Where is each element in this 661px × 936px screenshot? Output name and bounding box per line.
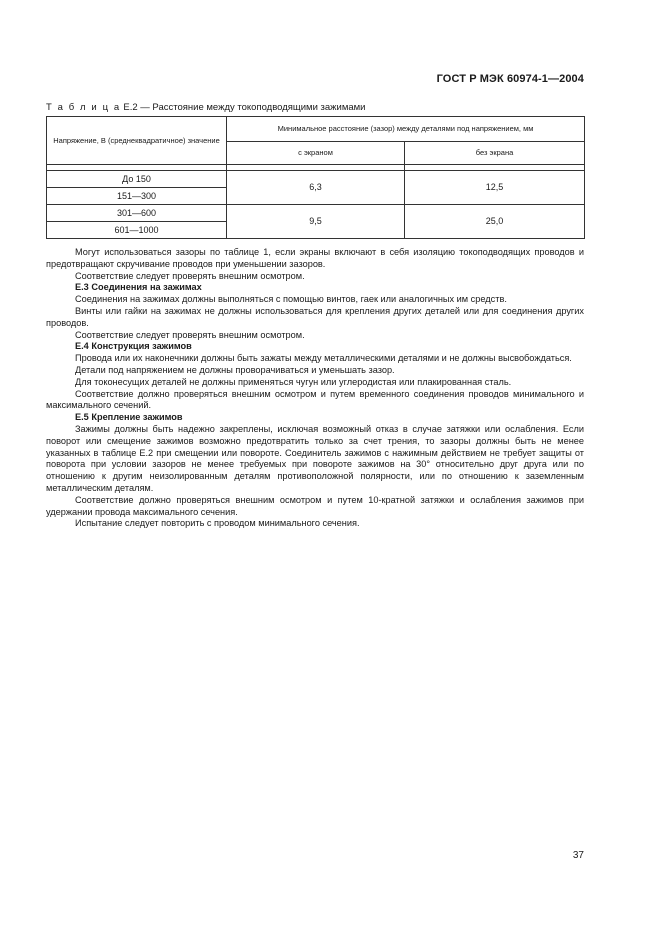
table-caption-title: — Расстояние между токоподводящими зажимами (140, 102, 366, 113)
section-heading: Е.4 Конструкция зажимов (75, 341, 192, 352)
paragraph: Могут использоваться зазоры по таблице 1, если экраны включают в себя изоляцию токоподводящих проводов и предотвращают скручивание проводов при уменьшении зазоров. (46, 247, 584, 269)
paragraph: Соединения на зажимах должны выполняться с помощью винтов, гаек или аналогичных им средств. (75, 294, 507, 305)
section-heading: Е.3 Соединения на зажимах (75, 282, 202, 293)
header-with-screen: с экраном (227, 142, 405, 165)
table-caption-prefix: Т а б л и ц а (46, 102, 121, 113)
cell-without-screen: 12,5 (405, 171, 585, 205)
document-standard-id: ГОСТ Р МЭК 60974-1—2004 (436, 73, 584, 85)
body-text (46, 247, 584, 530)
paragraph: Испытание следует повторить с проводом минимального сечения. (75, 518, 360, 529)
section-heading: Е.5 Крепление зажимов (75, 412, 183, 423)
paragraph: Винты или гайки на зажимах не должны использоваться для крепления других деталей или для соединения других проводов. (46, 305, 584, 328)
header-voltage: Напряжение, В (среднеквадратичное) значение (47, 117, 227, 165)
table-row (47, 205, 585, 222)
header-min-clearance: Минимальное расстояние (зазор) между деталями под напряжением, мм (227, 117, 585, 142)
paragraph: Соответствие должно проверяться внешним осмотром и путем 10-кратной затяжки и ослабления зажимов при удержании провода максимального сечения. (46, 494, 584, 517)
paragraph: Соответствие следует проверять внешним осмотром. (75, 270, 305, 281)
page-number: 37 (572, 850, 584, 861)
paragraph: Зажимы должны быть надежно закреплены, исключая возможный отказ в случае затяжки или ослабления. Если поворот или смещение зажимов возможно предотвратить только за счет трения, то зазоры должны быть не менее указанных в таблице Е.2 при смещении или повороте. Соединитель зажимов с нажимным действием не требует защиты от поворота при условии зазоров не менее требуемых при повороте зажимов на 30° относительно друг друга или по отношению к другим неизолированным деталям противоположной полярности, или по отношению к заземленным металлическим деталям. (46, 423, 584, 493)
table-caption (46, 102, 365, 113)
cell-voltage: 151—300 (47, 188, 227, 205)
paragraph: Для токонесущих деталей не должны применяться чугун или углеродистая или плакированная сталь. (75, 376, 512, 387)
paragraph: Соответствие следует проверять внешним осмотром. (75, 329, 305, 340)
paragraph: Детали под напряжением не должны проворачиваться и уменьшать зазор. (75, 364, 395, 375)
clearance-table (46, 116, 585, 239)
cell-voltage: До 150 (47, 171, 227, 188)
table-caption-number: Е.2 (123, 102, 138, 113)
cell-with-screen: 9,5 (227, 205, 405, 239)
cell-voltage: 601—1000 (47, 222, 227, 239)
table-row (47, 171, 585, 188)
cell-without-screen: 25,0 (405, 205, 585, 239)
paragraph: Провода или их наконечники должны быть зажаты между металлическими деталями и не должны высвобождаться. (75, 353, 572, 364)
header-without-screen: без экрана (405, 142, 585, 165)
cell-voltage: 301—600 (47, 205, 227, 222)
cell-with-screen: 6,3 (227, 171, 405, 205)
paragraph: Соответствие должно проверяться внешним осмотром и путем временного соединения проводов минимального и максимального сечений. (46, 388, 584, 411)
